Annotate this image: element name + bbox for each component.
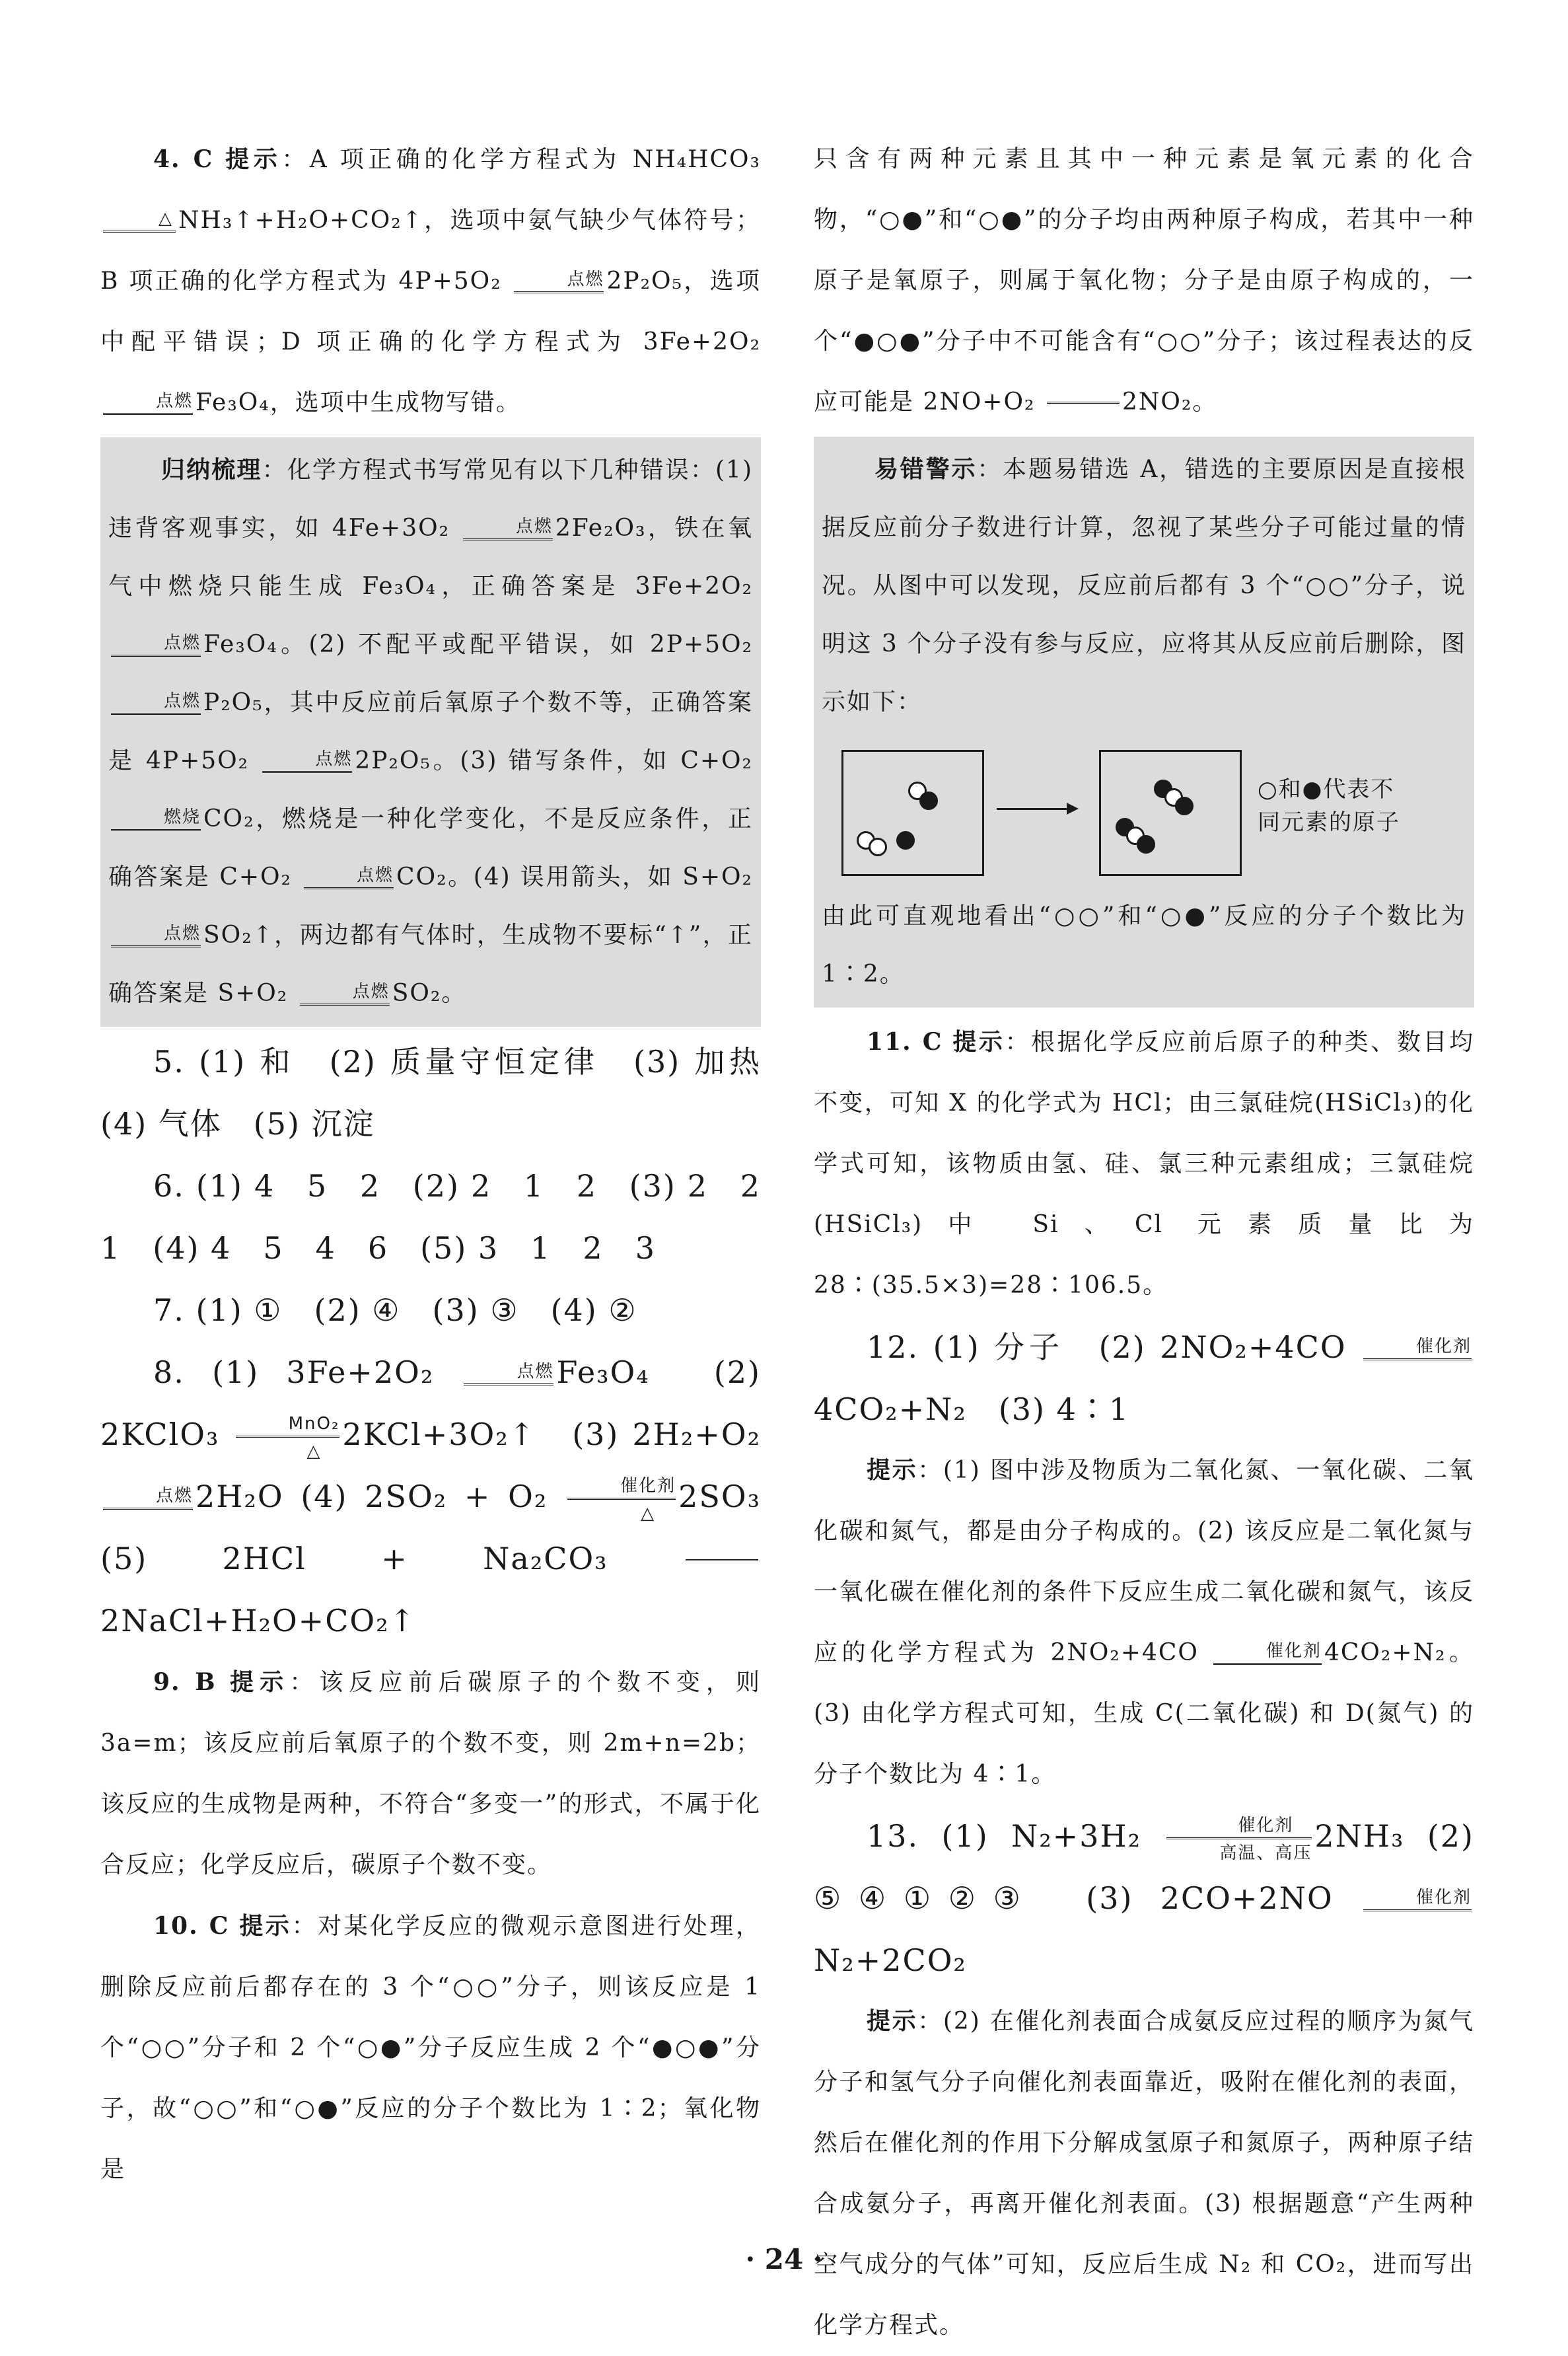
eq-plain [686, 1558, 758, 1565]
summary-box [100, 437, 761, 1027]
summary-text: ：化学方程式书写常见有以下几种错误：(1) 违背客观事实，如 4Fe+3O₂ [108, 457, 753, 542]
cond-label: 点燃 [515, 516, 553, 536]
cond-label: △ [159, 208, 173, 229]
eq-cat-temp [1166, 1815, 1312, 1863]
q10-text: ：对某化学反应的微观示意图进行处理，删除反应前后都存在的 3 个“○○”分子，则该反应是 1 个“○○”分子和 2 个“○●”分子反应生成 2 个“●○●”分子，故“○○”和“○●”反应的分子个数比为 1∶2；氧化物是 [100, 1913, 761, 2183]
legend-line: 同元素的原子 [1258, 809, 1400, 836]
eq-cat [1213, 1640, 1322, 1669]
cond-label: 点燃 [567, 269, 604, 289]
summary-text: 2P₂O₅。(3) 错写条件，如 C+O₂ [355, 747, 753, 774]
atom-icon [1175, 797, 1194, 815]
warning-box [814, 437, 1474, 1008]
cond-label: 点燃 [164, 632, 201, 653]
q10-number: 10. C [153, 1912, 230, 1940]
warning-paragraph [822, 441, 1466, 731]
q9-paragraph [100, 1652, 761, 1896]
cond-label: 催化剂 [1416, 1887, 1472, 1907]
q8-text: Fe₃O₄ (2) 2KClO₃ [100, 1354, 761, 1452]
cond-label: 催化剂 [620, 1475, 676, 1496]
before-box [841, 750, 984, 876]
q8-text: 2SO₃ (5) 2HCl + Na₂CO₃ [100, 1479, 793, 1576]
arrow-icon [997, 808, 1076, 810]
cond-label: 催化剂 [1238, 1815, 1294, 1835]
q4-text-b: NH₃↑+H₂O+CO₂↑，选项中氨气缺少气体符号；B 项正确的化学方程式为 4P+5O₂ [100, 207, 761, 295]
cond-label: 点燃 [156, 1485, 194, 1506]
q12-answer [814, 1316, 1474, 1440]
cond-label: 点燃 [517, 1361, 554, 1381]
eq-cat [1363, 1887, 1472, 1915]
right-column [814, 129, 1474, 2356]
atom-icon [1137, 835, 1155, 854]
cond-label: 点燃 [352, 981, 390, 1002]
q8-text: 2H₂O [196, 1479, 284, 1514]
q7-paragraph: 7. (1) ① (2) ④ (3) ③ (4) ② [153, 1292, 637, 1328]
q13-text: 2NH₃ [1314, 1818, 1405, 1854]
eq-heat [103, 208, 176, 237]
q10-text: 只含有两种元素且其中一种元素是氧元素的化合物，“○●”和“○●”的分子均由两种原子构成，若其中一种原子是氧原子，则属于氧化物；分子是由原子构成的，一个“●○●”分子中不可能含有“○○”分子；该过程表达的反应可能是 2NO+O₂ [814, 145, 1474, 416]
eq-cat [1363, 1336, 1472, 1364]
summary-text: 2Fe₂O₃，铁在氧气中燃烧只能生成 Fe₃O₄，正确答案是 3Fe+2O₂ [108, 515, 753, 600]
eq-ignite [103, 390, 193, 419]
atom-icon [869, 838, 887, 856]
figure-legend [1258, 773, 1400, 839]
q12-text: ：(1) 图中涉及物质为二氧化氮、一氧化碳、二氧化碳和氮气，都是由分子构成的。(2) 该反应是二氧化氮与一氧化碳在催化剂的条件下反应生成二氧化碳和氮气，该反应的化学方程式为 2NO₂+4CO [814, 1457, 1474, 1666]
cond-label: △ [306, 1441, 322, 1461]
eq-ignite [464, 1361, 553, 1389]
cond-label: △ [641, 1503, 656, 1524]
warning-text: ：本题易错选 A，错选的主要原因是直接根据反应前分子数进行计算，忽视了某些分子可能过量的情况。从图中可以发现，反应前后都有 3 个“○○”分子，说明这 3 个分子没有参与反应，应将其从反应前后删除，图示如下： [822, 456, 1466, 716]
q5-paragraph: 5. (1) 和 (2) 质量守恒定律 (3) 加热 (4) 气体 (5) 沉淀 [100, 1044, 793, 1142]
cond-label: 点燃 [164, 690, 201, 711]
q12-hint-paragraph [814, 1440, 1474, 1805]
eq-ignite [304, 865, 394, 893]
q10-paragraph [100, 1896, 761, 2200]
cond-label: 点燃 [357, 865, 394, 885]
cond-label: 高温、高压 [1219, 1843, 1312, 1863]
reaction-figure [822, 737, 1466, 882]
q4-number: 4. C [153, 145, 214, 173]
q9-hint-label: 提示 [230, 1669, 290, 1696]
summary-text: CO₂。(4) 误用箭头，如 S+O₂ [396, 864, 753, 891]
q12-text: 4CO₂+N₂ (3) 4∶1 [814, 1391, 1130, 1427]
cond-label: 催化剂 [1416, 1336, 1472, 1356]
summary-paragraph [108, 441, 753, 1023]
eq-ignite [300, 981, 390, 1010]
eq-plain [1047, 400, 1120, 408]
atom-icon [896, 831, 915, 850]
eq-ignite [262, 749, 352, 777]
atom-icon [919, 791, 938, 810]
q8-text: 2NaCl+H₂O+CO₂↑ [100, 1603, 417, 1638]
q11-number: 11. C [867, 1028, 943, 1056]
eq-mno2 [236, 1413, 340, 1461]
q4-text-a: ：A 项正确的化学方程式为 NH₄HCO₃ [281, 146, 761, 173]
eq-ignite [514, 269, 604, 297]
q11-paragraph [814, 1012, 1474, 1316]
summary-text: Fe₃O₄。(2) 不配平或配平错误，如 2P+5O₂ [203, 631, 753, 658]
eq-ignite [463, 516, 553, 544]
q13-hint-paragraph [814, 1991, 1474, 2356]
summary-text: CO₂，燃烧是一种化学变化，不是反应条件，正确答案是 C+O₂ [108, 805, 753, 891]
page-number: · 24 · [745, 2243, 823, 2275]
q10-hint-label: 提示 [239, 1913, 292, 1940]
q9-text: ：该反应前后碳原子的个数不变，则 3a=m；该反应前后氧原子的个数不变，则 2m+n=2b；该反应的生成物是两种，不符合“多变一”的形式，不属于化合反应；化学反应后，碳原子个数不变。 [100, 1669, 761, 1878]
after-box [1099, 750, 1242, 876]
eq-cat-heat [567, 1475, 676, 1524]
eq-ignite [111, 632, 201, 661]
q13-answer [814, 1805, 1474, 1991]
left-column [100, 129, 793, 2200]
summary-title: 归纳梳理 [161, 457, 262, 484]
q8-text: 2KCl+3O₂↑ (3) 2H₂+O₂ [342, 1417, 762, 1452]
summary-text: SO₂↑，两边都有气体时，生成物不要标“↑”，正确答案是 S+O₂ [108, 922, 753, 1007]
eq-ignite [103, 1485, 193, 1514]
cond-label: 点燃 [164, 923, 201, 943]
q4-text-d: Fe₃O₄，选项中生成物写错。 [196, 389, 521, 416]
q11-text: ：根据化学反应前后原子的种类、数目均不变，可知 X 的化学式为 HCl；由三氯硅烷(HSiCl₃)的化学式可知，该物质由氢、硅、氯三种元素组成；三氯硅烷(HSiCl₃)中 Si、Cl 元素质量比为 28∶(35.5×3)=28∶106.5。 [814, 1029, 1474, 1299]
q4-hint-label: 提示 [225, 146, 282, 173]
cond-label: MnO₂ [288, 1413, 340, 1434]
legend-line: ○和●代表不 [1258, 776, 1395, 803]
summary-text: P₂O₅，其中反应前后氧原子个数不等，正确答案是 4P+5O₂ [108, 689, 753, 774]
warning-title: 易错警示 [874, 456, 978, 483]
q10-text: 2NO₂。 [1122, 388, 1218, 416]
q8-text: (4) 2SO₂ + O₂ [301, 1479, 548, 1514]
q4-text-c: 2P₂O₅，选项中配平错误；D 项正确的化学方程式为 3Fe+2O₂ [100, 268, 761, 355]
eq-ignite [111, 690, 201, 719]
q12-text: 12. (1) 分子 (2) 2NO₂+4CO [867, 1329, 1347, 1365]
q11-hint-label: 提示 [952, 1029, 1005, 1056]
eq-burn [111, 807, 201, 835]
q8-text: 8. (1) 3Fe+2O₂ [153, 1354, 435, 1390]
q13-text: (2) ⑤④①②③ (3) 2CO+2NO [814, 1818, 1474, 1916]
q13-hint-label: 提示 [867, 2008, 918, 2035]
eq-ignite [111, 923, 201, 951]
q13-text: N₂+2CO₂ [814, 1942, 967, 1978]
cond-label: 点燃 [156, 390, 194, 411]
q13-text: 13. (1) N₂+3H₂ [867, 1818, 1142, 1854]
cond-label: 催化剂 [1265, 1640, 1322, 1661]
q8-paragraph [100, 1341, 793, 1652]
q12-text: 4CO₂+N₂。(3) 由化学方程式可知，生成 C(二氧化碳) 和 D(氮气) 的分子个数比为 4∶1。 [814, 1639, 1474, 1788]
q12-hint-label: 提示 [867, 1457, 918, 1484]
summary-text: SO₂。 [392, 980, 467, 1007]
q4-paragraph [100, 129, 761, 433]
q10-continued [814, 129, 1474, 433]
q6-paragraph: 6. (1) 4 5 2 (2) 2 1 2 (3) 2 2 1 (4) 4 5 4 6 (5) 3 1 2 3 [100, 1168, 793, 1266]
cond-label: 燃烧 [164, 807, 201, 827]
cond-label: 点燃 [315, 749, 353, 769]
warning-conclusion: 由此可直观地看出“○○”和“○●”反应的分子个数比为 1∶2。 [822, 902, 1466, 988]
q9-number: 9. B [153, 1668, 217, 1696]
q13-text: ：(2) 在催化剂表面合成氨反应过程的顺序为氮气分子和氢气分子向催化剂表面靠近，吸附在催化剂的表面，然后在催化剂的作用下分解成氢原子和氮原子，两种原子结合成氨分子，再离开催化剂表面。(3) 根据题意“产生两种空气成分的气体”可知，反应后生成 N₂ 和 CO₂，进而写出化学方程式。 [814, 2008, 1474, 2339]
